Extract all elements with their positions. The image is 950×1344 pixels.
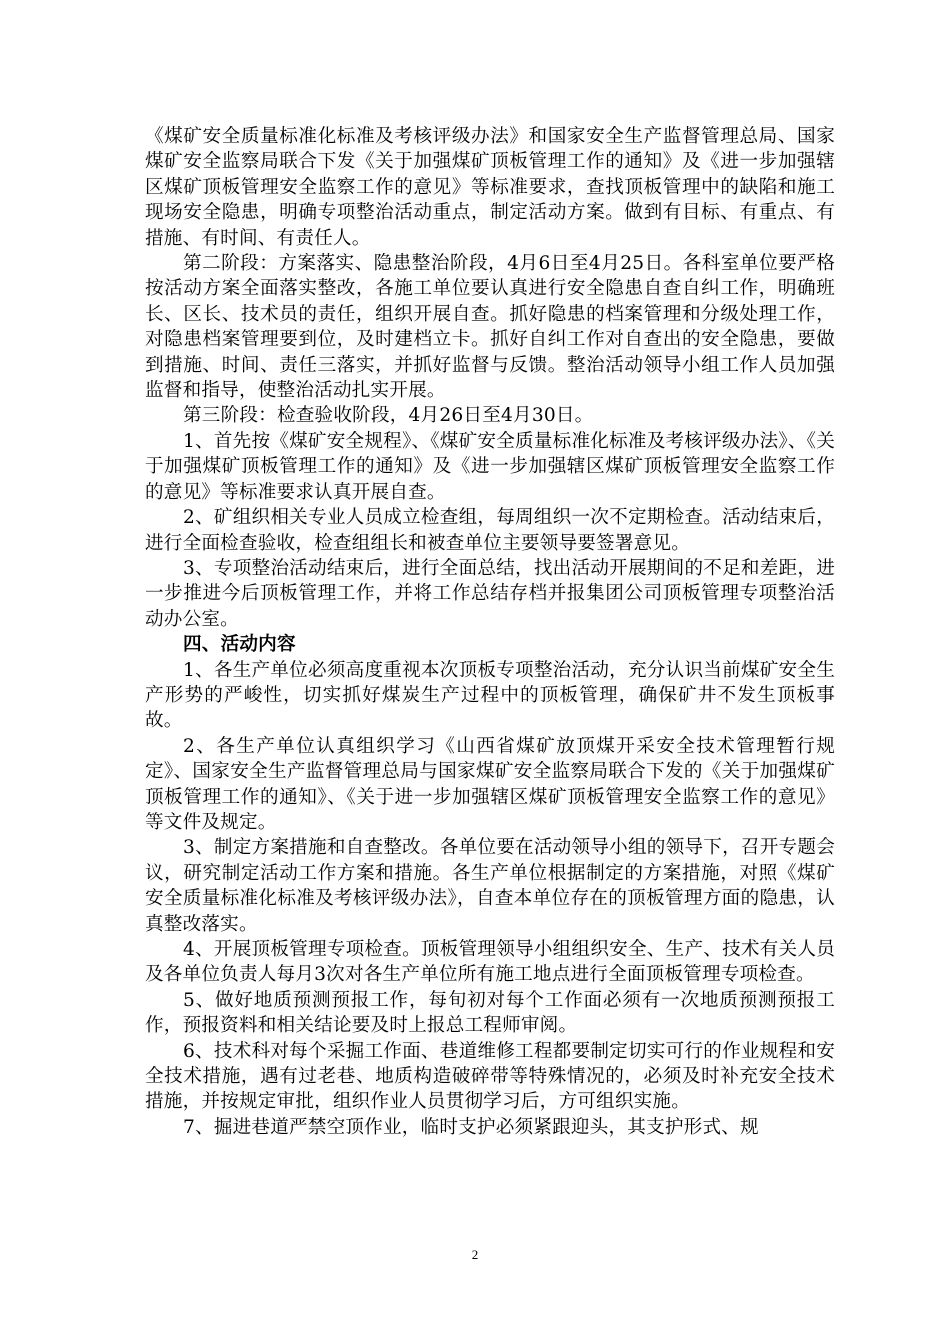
paragraph: 第二阶段：方案落实、隐患整治阶段，4月6日至4月25日。各科室单位要严格按活动方案全面落实整改，各施工单位要认真进行安全隐患自查自纠工作，明确班长、区长、技术员的责任，组织开展自查。抓好隐患的档案管理和分级处理工作，对隐患档案管理要到位，及时建档立卡。抓好自纠工作对自查出的安全隐患，要做到措施、时间、责任三落实，并抓好监督与反馈。整治活动领导小组工作人员加强监督和指导，使整治活动扎实开展。 [145,253,835,402]
paragraph: 6、技术科对每个采掘工作面、巷道维修工程都要制定切实可行的作业规程和安全技术措施，遇有过老巷、地质构造破碎带等特殊情况的，必须及时补充安全技术措施，并按规定审批，组织作业人员贯彻学习后，方可组织实施。 [145,1040,835,1113]
paragraph: 4、开展顶板管理专项检查。顶板管理领导小组组织安全、生产、技术有关人员及各单位负责人每月3次对各生产单位所有施工地点进行全面顶板管理专项检查。 [145,939,835,986]
paragraph: 2、矿组织相关专业人员成立检查组，每周组织一次不定期检查。活动结束后，进行全面检查验收，检查组组长和被查单位主要领导要签署意见。 [145,507,835,554]
paragraph: 《煤矿安全质量标准化标准及考核评级办法》和国家安全生产监督管理总局、国家煤矿安全监察局联合下发《关于加强煤矿顶板管理工作的通知》及《进一步加强辖区煤矿顶板管理安全监察工作的意见》等标准要求，查找顶板管理中的缺陷和施工现场安全隐患，明确专项整治活动重点，制定活动方案。做到有目标、有重点、有措施、有时间、有责任人。 [145,126,835,249]
page-number: 2 [471,1247,479,1262]
paragraph: 1、各生产单位必须高度重视本次顶板专项整治活动，充分认识当前煤矿安全生产形势的严峻性，切实抓好煤炭生产过程中的顶板管理，确保矿井不发生顶板事故。 [145,659,835,732]
paragraph: 5、做好地质预测预报工作，每旬初对每个工作面必须有一次地质预测预报工作，预报资料和相关结论要及时上报总工程师审阅。 [145,989,835,1037]
paragraph: 第三阶段：检查验收阶段，4月26日至4月30日。 [183,405,594,427]
paragraph: 7、掘进巷道严禁空顶作业，临时支护必须紧跟迎头，其支护形式、规 [183,1116,759,1138]
section-heading: 四、活动内容 [183,634,296,656]
paragraph: 3、专项整治活动结束后，进行全面总结，找出活动开展期间的不足和差距，进一步推进今后顶板管理工作，并将工作总结存档并报集团公司顶板管理专项整治活动办公室。 [145,557,835,630]
paragraph: 1、首先按《煤矿安全规程》、《煤矿安全质量标准化标准及考核评级办法》、《关于加强煤矿顶板管理工作的通知》及《进一步加强辖区煤矿顶板管理安全监察工作的意见》等标准要求认真开展自查。 [145,430,835,503]
paragraph: 2、各生产单位认真组织学习《山西省煤矿放顶煤开采安全技术管理暂行规定》、国家安全生产监督管理总局与国家煤矿安全监察局联合下发的《关于加强煤矿顶板管理工作的通知》、《关于进一步加强辖区煤矿顶板管理安全监察工作的意见》等文件及规定。 [145,735,835,833]
document-body [145,124,835,1140]
paragraph: 3、制定方案措施和自查整改。各单位要在活动领导小组的领导下，召开专题会议，研究制定活动工作方案和措施。各生产单位根据制定的方案措施，对照《煤矿安全质量标准化标准及考核评级办法》，自查本单位存在的顶板管理方面的隐患，认真整改落实。 [145,837,835,935]
